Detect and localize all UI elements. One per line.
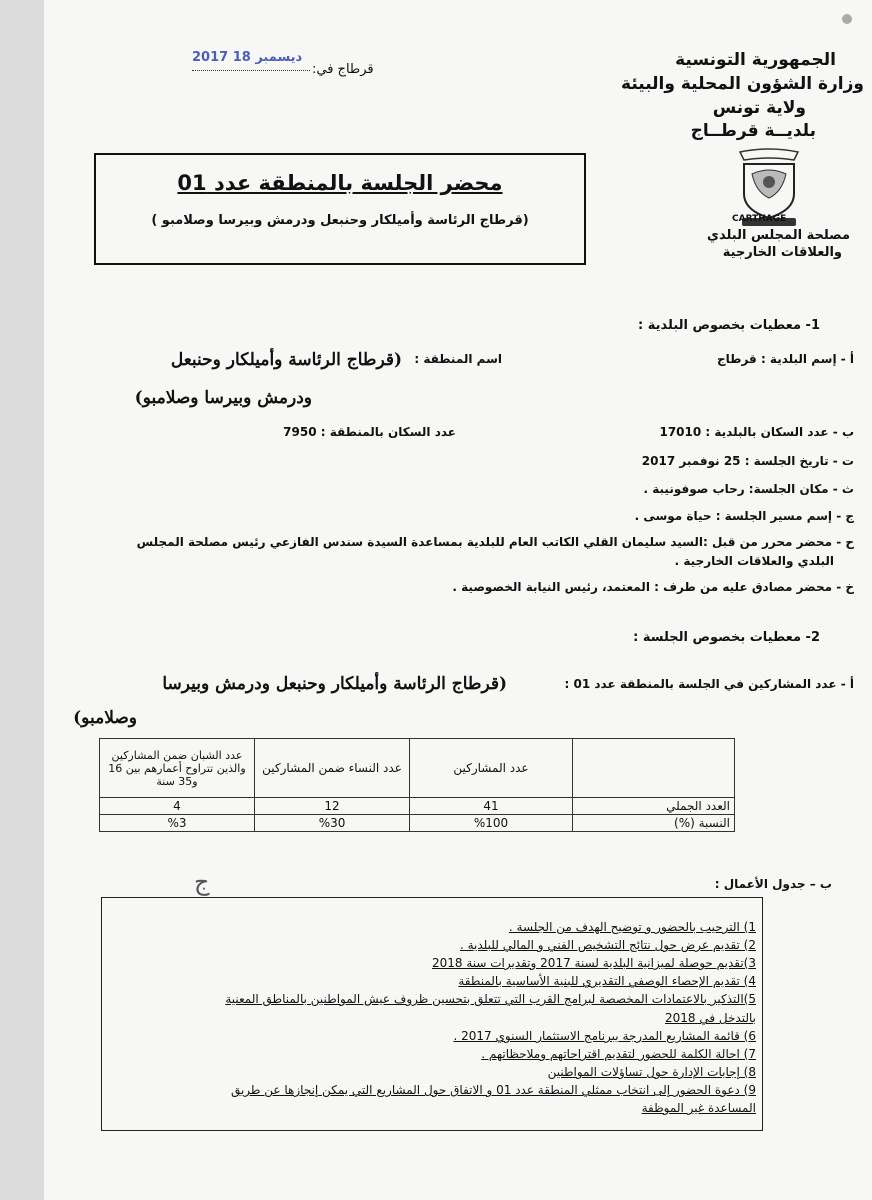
session-place: ث - مكان الجلسة: رحاب صوفونيبة . xyxy=(643,482,854,496)
date-label: قرطاج في: xyxy=(312,62,374,77)
table-cell: 12 xyxy=(254,798,409,815)
agenda-item: 8) إجابات الإدارة حول تساؤلات المواطنين xyxy=(547,1065,756,1079)
table-row-label: النسبة (%) xyxy=(572,815,734,832)
department-line-2: والعلاقات الخارجية xyxy=(722,245,842,260)
agenda-item: 3)تقديم حوصلة لميزانية البلدية لسنة 2017 وتقديرات سنة 2018 xyxy=(431,956,756,970)
agenda-item: 9) دعوة الحضور إلى انتخاب ممثلي المنطقة عدد 01 و الاتفاق حول المشاريع التي يمكن إنجازها عن طريق xyxy=(230,1083,756,1097)
title-box xyxy=(94,153,586,265)
agenda-item: 7) احالة الكلمة للحضور لتقديم اقتراحاتهم وملاحظاتهم . xyxy=(481,1047,756,1061)
handwritten-mark: ج xyxy=(194,868,210,896)
agenda-item: بالتدخل في 2018 xyxy=(665,1011,756,1025)
table-cell: %3 xyxy=(100,815,255,832)
section2-heading: 2- معطيات بخصوص الجلسة : xyxy=(633,630,820,645)
participants-table xyxy=(99,738,735,832)
population-municipality: ب - عدد السكان بالبلدية : 17010 xyxy=(659,425,854,439)
document-page xyxy=(44,0,872,1200)
table-header-row xyxy=(100,739,735,798)
zone-name-value-line2: ودرمش وبيرسا وصلامبو) xyxy=(134,388,312,408)
agenda-item: 6) قائمة المشاريع المدرجة ببرنامج الاستثمار السنوي 2017 . xyxy=(453,1029,756,1043)
governorate-line: ولاية تونس xyxy=(712,98,806,118)
minutes-title: محضر الجلسة بالمنطقة عدد 01 xyxy=(177,171,503,195)
date-stamp: 2017 ديسمبر 18 xyxy=(192,50,303,65)
participants-zone-line1: (قرطاج الرئاسة وأميلكار وحنبعل ودرمش وبيرسا xyxy=(162,674,507,694)
date-dotted-line xyxy=(192,70,310,71)
agenda-item: 1) الترحيب بالحضور و توضيح الهدف من الجلسة . xyxy=(508,920,756,934)
minutes-author-line2: البلدي والعلاقات الخارجية . xyxy=(674,554,834,568)
minutes-subtitle: (قرطاج الرئاسة وأميلكار وحنبعل ودرمش وبيرسا وصلامبو ) xyxy=(151,213,529,228)
table-cell: %30 xyxy=(254,815,409,832)
zone-name-value-line1: (قرطاج الرئاسة وأميلكار وحنبعل xyxy=(170,350,402,370)
agenda-item: 2) تقديم عرض حول نتائج التشخيص الفني و المالي للبلدية . xyxy=(459,938,756,952)
agenda-item: المساعدة غير الموظفة xyxy=(641,1101,756,1115)
department-line-1: مصلحة المجلس البلدي xyxy=(707,228,850,243)
republic-line: الجمهورية التونسية xyxy=(675,50,836,70)
zone-name-label: اسم المنطقة : xyxy=(414,352,502,366)
population-zone: عدد السكان بالمنطقة : 7950 xyxy=(283,425,456,439)
table-header-cell: عدد المشاركين xyxy=(410,739,573,798)
minutes-approved: خ - محضر مصادق عليه من طرف : المعتمد، رئيس النيابة الخصوصية . xyxy=(452,580,854,594)
municipality-name: أ - إسم البلدية : قرطاج xyxy=(716,352,854,366)
table-row xyxy=(100,815,735,832)
section1-heading: 1- معطيات بخصوص البلدية : xyxy=(638,318,820,333)
table-header-cell: عدد الشبان ضمن المشاركين والذين تتراوح أعمارهم بين 16 و35 سنة xyxy=(100,739,255,798)
ministry-line: وزارة الشؤون المحلية والبيئة xyxy=(621,74,864,94)
agenda-item: 5)التذكير بالاعتمادات المخصصة لبرامج القرب التي تتعلق بتحسين ظروف عيش المواطنين بالمناطق المعنية xyxy=(225,992,756,1006)
punch-hole xyxy=(842,14,852,24)
table-row-label: العدد الجملي xyxy=(572,798,734,815)
table-cell: 4 xyxy=(100,798,255,815)
logo-caption: CARTHAGE xyxy=(732,214,787,224)
participants-label: أ - عدد المشاركين في الجلسة بالمنطقة عدد 01 : xyxy=(564,677,854,691)
agenda-box xyxy=(101,897,763,1131)
municipality-line: بلديــة قرطــاج xyxy=(690,121,816,141)
minutes-author-line1: ح - محضر محرر من قبل :السيد سليمان القلي الكاتب العام للبلدية بمساعدة السيدة سندس الفازعي رئيس مصلحة المجلس xyxy=(136,535,854,549)
table-row xyxy=(100,798,735,815)
table-header-cell: عدد النساء ضمن المشاركين xyxy=(254,739,409,798)
agenda-item: 4) تقديم الإحصاء الوصفي التقديري للبنية الأساسية بالمنطقة xyxy=(458,974,756,988)
agenda-heading: ب – جدول الأعمال : xyxy=(714,877,832,891)
table-cell: %100 xyxy=(410,815,573,832)
session-date: ت - تاريخ الجلسة : 25 نوفمبر 2017 xyxy=(641,454,854,468)
table-cell: 41 xyxy=(410,798,573,815)
table-corner-cell xyxy=(572,739,734,798)
participants-zone-line2: وصلامبو) xyxy=(73,708,137,728)
session-chair: ج - إسم مسير الجلسة : حياة موسى . xyxy=(634,509,854,523)
